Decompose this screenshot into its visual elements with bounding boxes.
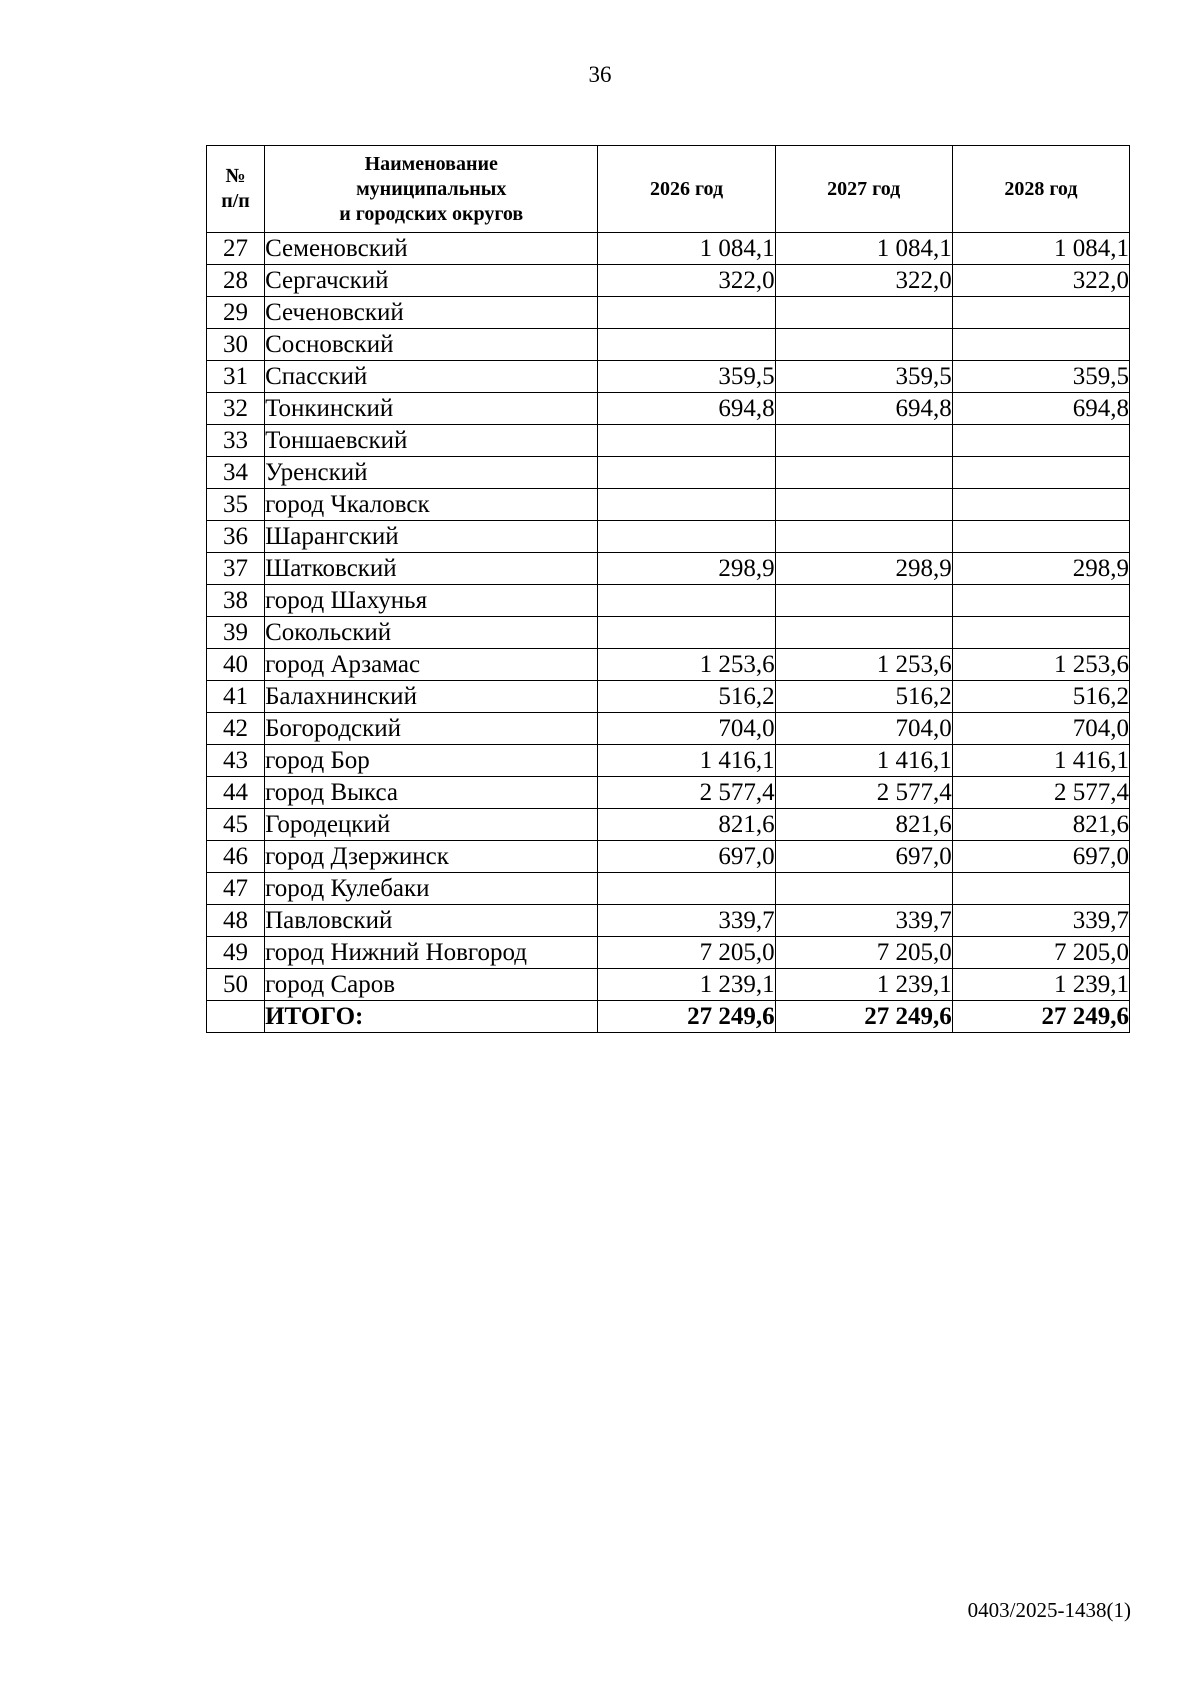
- value-2028: 1 084,1: [952, 233, 1129, 265]
- row-number: 35: [207, 489, 265, 521]
- value-2027: 704,0: [775, 713, 952, 745]
- value-2028: 821,6: [952, 809, 1129, 841]
- value-2028: 7 205,0: [952, 937, 1129, 969]
- value-2028: [952, 489, 1129, 521]
- value-2027: [775, 457, 952, 489]
- total-num: [207, 1001, 265, 1033]
- row-number: 30: [207, 329, 265, 361]
- value-2027: [775, 585, 952, 617]
- document-code: 0403/2025-1438(1): [967, 1598, 1131, 1622]
- row-number: 31: [207, 361, 265, 393]
- value-2028: 339,7: [952, 905, 1129, 937]
- value-2028: [952, 873, 1129, 905]
- value-2026: 322,0: [598, 265, 775, 297]
- value-2026: [598, 617, 775, 649]
- municipality-name: город Дзержинск: [265, 841, 598, 873]
- value-2028: 1 416,1: [952, 745, 1129, 777]
- value-2026: 1 253,6: [598, 649, 775, 681]
- table-row: [207, 777, 1130, 809]
- municipality-name: Тонкинский: [265, 393, 598, 425]
- value-2026: 821,6: [598, 809, 775, 841]
- table-row: [207, 457, 1130, 489]
- total-2027: 27 249,6: [775, 1001, 952, 1033]
- value-2028: 1 239,1: [952, 969, 1129, 1001]
- header-2026: 2026 год: [598, 146, 775, 233]
- municipality-name: Тоншаевский: [265, 425, 598, 457]
- value-2028: 359,5: [952, 361, 1129, 393]
- value-2026: [598, 297, 775, 329]
- table-row: [207, 617, 1130, 649]
- value-2026: 7 205,0: [598, 937, 775, 969]
- value-2028: 697,0: [952, 841, 1129, 873]
- value-2028: 1 253,6: [952, 649, 1129, 681]
- municipality-name: Сокольский: [265, 617, 598, 649]
- table-row: [207, 649, 1130, 681]
- row-number: 43: [207, 745, 265, 777]
- budget-table: [206, 145, 1130, 1033]
- value-2028: [952, 297, 1129, 329]
- value-2027: 1 416,1: [775, 745, 952, 777]
- value-2026: 516,2: [598, 681, 775, 713]
- row-number: 42: [207, 713, 265, 745]
- value-2028: [952, 585, 1129, 617]
- value-2027: 1 084,1: [775, 233, 952, 265]
- table-row: [207, 297, 1130, 329]
- municipality-name: Шарангский: [265, 521, 598, 553]
- municipality-name: город Шахунья: [265, 585, 598, 617]
- municipality-name: Павловский: [265, 905, 598, 937]
- municipality-name: Сеченовский: [265, 297, 598, 329]
- municipality-name: город Бор: [265, 745, 598, 777]
- value-2026: 1 084,1: [598, 233, 775, 265]
- value-2027: 697,0: [775, 841, 952, 873]
- value-2027: [775, 297, 952, 329]
- municipality-name: Сергачский: [265, 265, 598, 297]
- value-2026: 704,0: [598, 713, 775, 745]
- value-2028: 2 577,4: [952, 777, 1129, 809]
- value-2027: 1 239,1: [775, 969, 952, 1001]
- table-row: [207, 681, 1130, 713]
- table-row: [207, 233, 1130, 265]
- value-2026: 359,5: [598, 361, 775, 393]
- total-label: ИТОГО:: [265, 1001, 598, 1033]
- total-2028: 27 249,6: [952, 1001, 1129, 1033]
- table-row: [207, 937, 1130, 969]
- value-2026: [598, 521, 775, 553]
- header-name-line: и городских округов: [339, 202, 524, 225]
- total-row: [207, 1001, 1130, 1033]
- row-number: 48: [207, 905, 265, 937]
- value-2026: [598, 457, 775, 489]
- table-row: [207, 809, 1130, 841]
- table-row: [207, 841, 1130, 873]
- row-number: 50: [207, 969, 265, 1001]
- value-2027: [775, 489, 952, 521]
- municipality-name: город Кулебаки: [265, 873, 598, 905]
- value-2027: 298,9: [775, 553, 952, 585]
- row-number: 37: [207, 553, 265, 585]
- value-2027: [775, 617, 952, 649]
- value-2027: 694,8: [775, 393, 952, 425]
- header-num: [207, 146, 265, 233]
- municipality-name: Шатковский: [265, 553, 598, 585]
- value-2028: 322,0: [952, 265, 1129, 297]
- value-2027: [775, 873, 952, 905]
- value-2026: [598, 329, 775, 361]
- value-2028: 298,9: [952, 553, 1129, 585]
- municipality-name: Богородский: [265, 713, 598, 745]
- municipality-name: Спасский: [265, 361, 598, 393]
- value-2027: 339,7: [775, 905, 952, 937]
- table-row: [207, 553, 1130, 585]
- value-2028: 516,2: [952, 681, 1129, 713]
- value-2026: 2 577,4: [598, 777, 775, 809]
- municipality-name: город Арзамас: [265, 649, 598, 681]
- row-number: 28: [207, 265, 265, 297]
- value-2026: [598, 489, 775, 521]
- value-2027: 322,0: [775, 265, 952, 297]
- row-number: 44: [207, 777, 265, 809]
- table-row: [207, 329, 1130, 361]
- table-body: [207, 233, 1130, 1033]
- value-2026: 1 416,1: [598, 745, 775, 777]
- page-number: 36: [588, 62, 612, 87]
- value-2026: [598, 425, 775, 457]
- value-2028: 694,8: [952, 393, 1129, 425]
- value-2027: [775, 329, 952, 361]
- row-number: 41: [207, 681, 265, 713]
- row-number: 45: [207, 809, 265, 841]
- value-2027: [775, 521, 952, 553]
- municipality-name: город Нижний Новгород: [265, 937, 598, 969]
- value-2027: 1 253,6: [775, 649, 952, 681]
- table-row: [207, 873, 1130, 905]
- row-number: 38: [207, 585, 265, 617]
- municipality-name: Уренский: [265, 457, 598, 489]
- municipality-name: город Саров: [265, 969, 598, 1001]
- value-2026: 694,8: [598, 393, 775, 425]
- value-2028: [952, 425, 1129, 457]
- value-2027: 7 205,0: [775, 937, 952, 969]
- value-2027: 2 577,4: [775, 777, 952, 809]
- table-row: [207, 393, 1130, 425]
- row-number: 40: [207, 649, 265, 681]
- value-2028: [952, 521, 1129, 553]
- row-number: 47: [207, 873, 265, 905]
- table-row: [207, 361, 1130, 393]
- value-2028: [952, 617, 1129, 649]
- table-row: [207, 489, 1130, 521]
- row-number: 36: [207, 521, 265, 553]
- value-2026: [598, 585, 775, 617]
- value-2026: 298,9: [598, 553, 775, 585]
- value-2028: 704,0: [952, 713, 1129, 745]
- value-2026: [598, 873, 775, 905]
- header-num-line: №: [225, 165, 246, 187]
- value-2027: 516,2: [775, 681, 952, 713]
- row-number: 33: [207, 425, 265, 457]
- row-number: 27: [207, 233, 265, 265]
- value-2027: 821,6: [775, 809, 952, 841]
- header-name-line: муниципальных: [356, 177, 507, 200]
- table-row: [207, 745, 1130, 777]
- header-2027: 2027 год: [775, 146, 952, 233]
- row-number: 39: [207, 617, 265, 649]
- municipality-name: Сосновский: [265, 329, 598, 361]
- value-2026: 697,0: [598, 841, 775, 873]
- table-row: [207, 969, 1130, 1001]
- total-2026: 27 249,6: [598, 1001, 775, 1033]
- value-2027: 359,5: [775, 361, 952, 393]
- municipality-name: город Выкса: [265, 777, 598, 809]
- table-row: [207, 521, 1130, 553]
- table-row: [207, 585, 1130, 617]
- table-row: [207, 425, 1130, 457]
- table-header: [207, 146, 1130, 233]
- row-number: 34: [207, 457, 265, 489]
- header-name: [265, 146, 598, 233]
- value-2028: [952, 457, 1129, 489]
- header-name-line: Наименование: [364, 152, 498, 175]
- value-2028: [952, 329, 1129, 361]
- table-row: [207, 265, 1130, 297]
- value-2026: 1 239,1: [598, 969, 775, 1001]
- row-number: 46: [207, 841, 265, 873]
- value-2027: [775, 425, 952, 457]
- municipality-name: Городецкий: [265, 809, 598, 841]
- row-number: 29: [207, 297, 265, 329]
- table-row: [207, 713, 1130, 745]
- header-2028: 2028 год: [952, 146, 1129, 233]
- municipality-name: Семеновский: [265, 233, 598, 265]
- row-number: 32: [207, 393, 265, 425]
- header-num-line: п/п: [221, 190, 250, 212]
- value-2026: 339,7: [598, 905, 775, 937]
- municipality-name: Балахнинский: [265, 681, 598, 713]
- municipality-name: город Чкаловск: [265, 489, 598, 521]
- row-number: 49: [207, 937, 265, 969]
- table-row: [207, 905, 1130, 937]
